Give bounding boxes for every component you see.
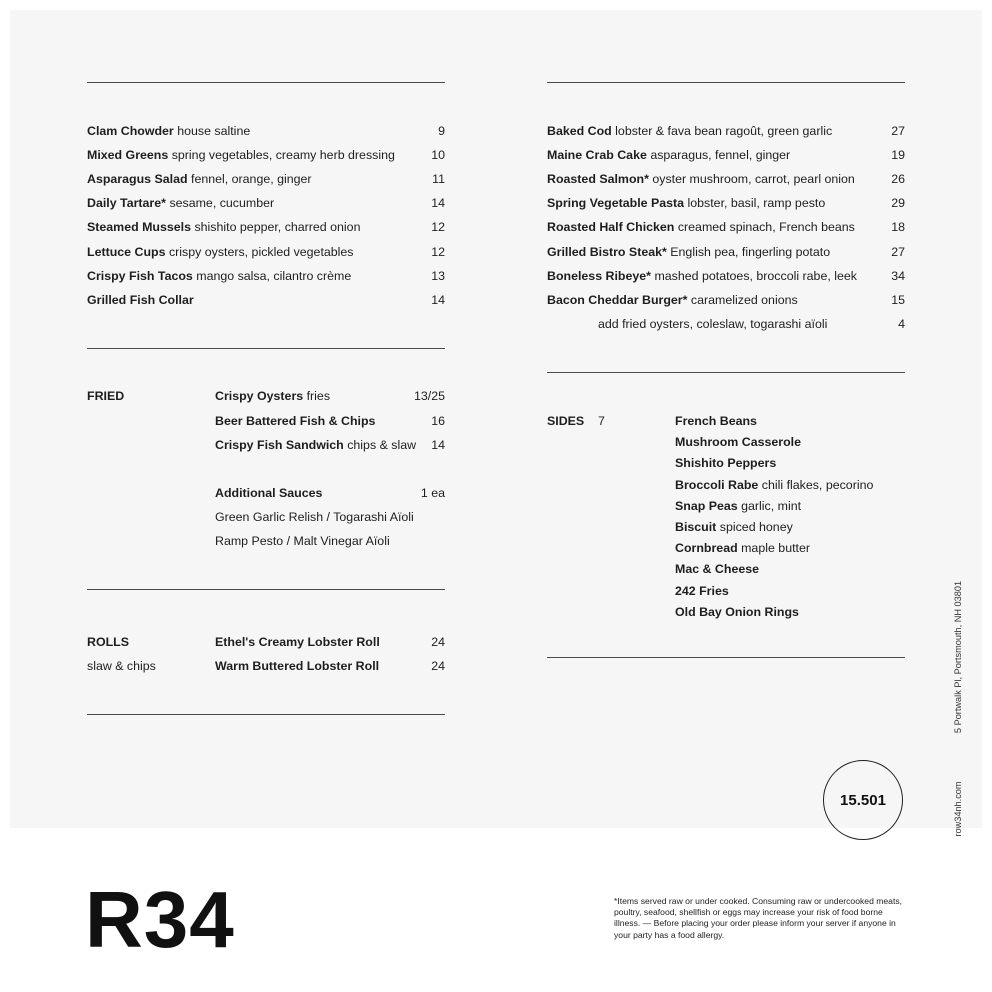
menu-item: Maine Crab Cake asparagus, fennel, ginger [547,148,791,162]
section-sublabel: slaw & chips [87,659,156,673]
menu-item-price: 11 [432,172,445,186]
sauces-price: 1 ea [420,486,445,500]
menu-item: Beer Battered Fish & Chips [215,414,376,428]
sauce-option: Ramp Pesto / Malt Vinegar Aïoli [215,534,390,548]
menu-item-price: 14 [431,196,445,210]
menu-item-price: 14 [431,293,445,307]
side-item: Cornbread maple butter [675,541,810,555]
allergy-disclaimer: *Items served raw or under cooked. Consuming raw or undercooked meats, poultry, seafood, shellfish or eggs may increase your risk of food borne illness. — Before placing your order please inform your server if anyone in your party has a food allergy. [614,896,903,940]
menu-item-price: 18 [891,220,905,234]
divider [547,82,905,83]
menu-item-price: 29 [891,196,905,210]
menu-item: Crispy Fish Sandwich chips & slaw [215,438,417,452]
side-item: Mushroom Casserole [675,435,802,449]
r34-logo: R34 [85,875,235,964]
address-text: 5 Portwalk Pl, Portsmouth, NH 03801 [953,580,963,734]
burger-addon-price: 4 [898,317,905,331]
menu-item: Lettuce Cups crispy oysters, pickled vegetables [87,245,354,259]
menu-item: Warm Buttered Lobster Roll [215,659,380,673]
menu-item: Roasted Half Chicken creamed spinach, French beans [547,220,855,234]
menu-item-price: 12 [431,220,445,234]
side-item: 242 Fries [675,584,729,598]
menu-item: Grilled Fish Collar [87,293,194,307]
side-item: Old Bay Onion Rings [675,605,799,619]
menu-item-price: 16 [431,414,445,428]
side-item: French Beans [675,414,757,428]
menu-item: Roasted Salmon* oyster mushroom, carrot, pearl onion [547,172,855,186]
menu-item: Grilled Bistro Steak* English pea, fingerling potato [547,245,831,259]
sauce-option: Green Garlic Relish / Togarashi Aïoli [215,510,414,524]
menu-item-price: 15 [891,293,905,307]
menu-item-price: 19 [891,148,905,162]
menu-item: Ethel's Creamy Lobster Roll [215,635,380,649]
menu-item: Crispy Fish Tacos mango salsa, cilantro crème [87,269,352,283]
menu-item-price: 27 [891,245,905,259]
side-item: Biscuit spiced honey [675,520,793,534]
divider [87,714,445,715]
menu-item-price: 10 [431,148,445,162]
divider [87,348,445,349]
menu-item-price: 24 [431,635,445,649]
menu-item: Boneless Ribeye* mashed potatoes, broccoli rabe, leek [547,269,857,283]
menu-item-price: 27 [891,124,905,138]
menu-item-price: 14 [431,438,445,452]
menu-item-price: 12 [431,245,445,259]
side-item: Shishito Peppers [675,456,777,470]
menu-item-price: 24 [431,659,445,673]
menu-item: Daily Tartare* sesame, cucumber [87,196,275,210]
menu-item: Mixed Greens spring vegetables, creamy herb dressing [87,148,395,162]
menu-version-badge: 15.501 [823,760,903,840]
menu-item: Steamed Mussels shishito pepper, charred onion [87,220,361,234]
side-item: Mac & Cheese [675,562,760,576]
section-label: ROLLS [87,635,129,649]
menu-item: Bacon Cheddar Burger* caramelized onions [547,293,798,307]
website-text: row34nh.com [953,781,963,837]
sauces-title: Additional Sauces [215,486,323,500]
divider [87,589,445,590]
menu-item-price: 26 [891,172,905,186]
menu-item-price: 13 [431,269,445,283]
divider [87,82,445,83]
sides-price: 7 [598,414,605,428]
section-label: FRIED [87,389,125,403]
side-item: Broccoli Rabe chili flakes, pecorino [675,478,874,492]
menu-item: Crispy Oysters fries [215,389,331,403]
side-item: Snap Peas garlic, mint [675,499,802,513]
menu-item: Baked Cod lobster & fava bean ragoût, green garlic [547,124,833,138]
divider [547,657,905,658]
burger-addon: add fried oysters, coleslaw, togarashi aïoli [598,317,828,331]
menu-item: Clam Chowder house saltine [87,124,251,138]
divider [547,372,905,373]
menu-item-price: 34 [891,269,905,283]
menu-item: Asparagus Salad fennel, orange, ginger [87,172,312,186]
menu-item: Spring Vegetable Pasta lobster, basil, ramp pesto [547,196,826,210]
section-label: SIDES [547,414,585,428]
menu-item-price: 13/25 [413,389,445,403]
menu-item-price: 9 [438,124,445,138]
